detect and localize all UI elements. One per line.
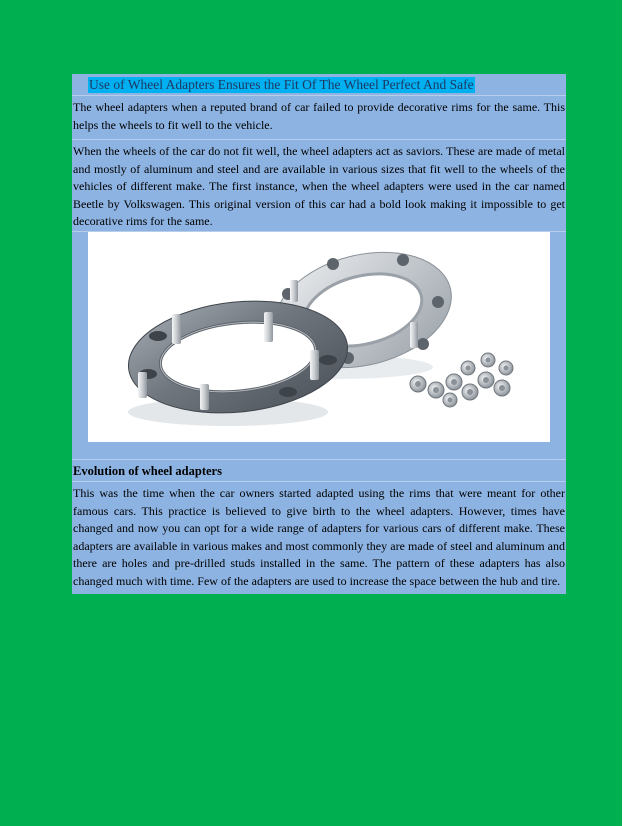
- intro-paragraph: The wheel adapters when a reputed brand of car failed to provide decorative rims for the same. This helps the wheels to fit well to the vehicle.: [72, 96, 566, 140]
- article-content: [72, 74, 566, 594]
- history-paragraph: When the wheels of the car do not fit well, the wheel adapters act as saviors. These are made of metal and mostly of aluminum and steel and are available in various sizes that fit well to the wheels of the vehicles of different make. The first instance, when the wheel adapters were used in the car named Beetle by Volkswagen. This original version of this car had a bold look making it impossible to get decorative rims for the same.: [72, 140, 566, 232]
- evolution-paragraph: This was the time when the car owners started adapted using the rims that were meant for other famous cars. This practice is believed to give birth to the wheel adapters. However, times have changed and now you can opt for a wide range of adapters for various cars of different make. These adapters are available in various makes and most commonly they are made of steel and aluminum and there are holes and pre-drilled studs installed in the same. The pattern of these adapters has also changed much with time. Few of the adapters are used to increase the space between the hub and tire.: [73, 486, 565, 588]
- image-row: [72, 232, 566, 460]
- title-row: [72, 74, 566, 96]
- wheel-adapters-photo: [88, 232, 550, 442]
- article-title: Use of Wheel Adapters Ensures the Fit Of The Wheel Perfect And Safe: [89, 77, 474, 92]
- page-edge: [622, 0, 638, 826]
- section-heading: Evolution of wheel adapters: [72, 460, 566, 482]
